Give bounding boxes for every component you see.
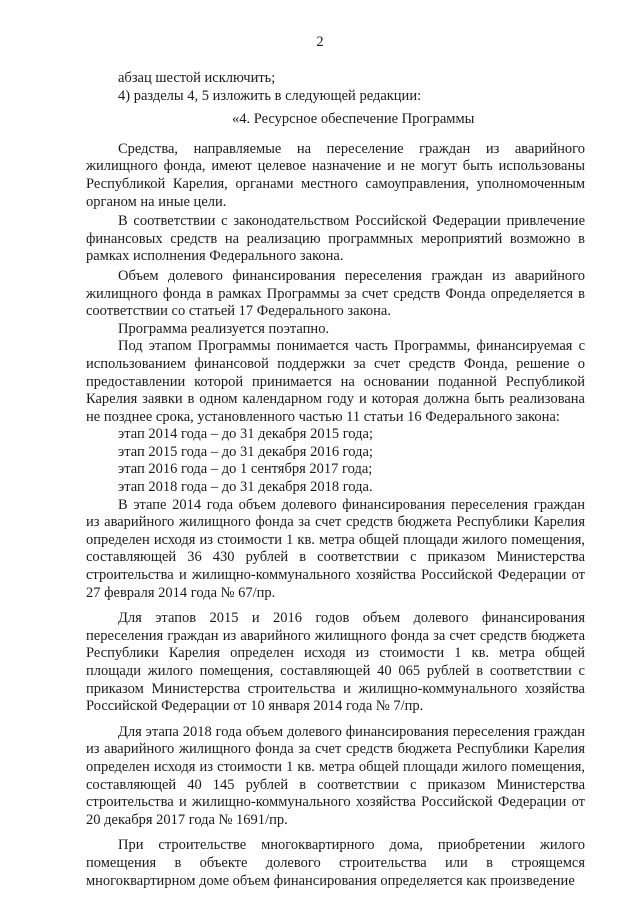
paragraph-remove-sixth: абзац шестой исключить; — [118, 70, 276, 86]
paragraph-stages-intro: Программа реализуется поэтапно. — [118, 320, 330, 337]
paragraph-stage-2015-2016-cost: Для этапов 2015 и 2016 годов объем долевого финансирования переселения граждан из аварийного жилищного фонда за счет средств бюджета Республики Карелия определен исходя из стоимости 1 кв. метра общей площади жилого помещения, составляющей 40 065 рублей в соответствии с приказом Министерства строительства и жилищно-коммунального хозяйства Российской Федерации от 10 января 2014 года № 7/пр. — [86, 610, 585, 715]
section-heading: «4. Ресурсное обеспечение Программы — [232, 111, 475, 128]
paragraph-legislation: В соответствии с законодательством Российской Федерации привлечение финансовых средств на реализацию программных мероприятий возможно в рамках исполнения Федерального закона. — [86, 213, 585, 265]
stage-item: этап 2014 года – до 31 декабря 2015 года; — [118, 426, 373, 443]
paragraph-construction-financing: При строительстве многоквартирного дома, приобретении жилого помещения в объекте долевого строительства или в строящемся многоквартирном доме объем финансирования определяется как произведение — [86, 837, 585, 889]
paragraph-stage-definition: Под этапом Программы понимается часть Программы, финансируемая с использованием финансовой поддержки за счет средств Фонда, решение о предоставлении которой принимается на основании поданной Республикой Карелия заявки в одном календарном году и которая должна быть реализована не позднее срока, установленного частью 11 статьи 16 Федерального закона: — [86, 338, 585, 425]
stage-item: этап 2018 года – до 31 декабря 2018 года. — [118, 479, 373, 496]
paragraph-stage-2014-cost: В этапе 2014 года объем долевого финансирования переселения граждан из аварийного жилищного фонда за счет средств бюджета Республики Карелия определен исходя из стоимости 1 кв. метра общей площади жилого помещения, составляющей 36 430 рублей в соответствии с приказом Министерства строительства и жилищно-коммунального хозяйства Российской Федерации от 27 февраля 2014 года № 67/пр. — [86, 496, 585, 601]
page-number: 2 — [316, 34, 324, 50]
stage-item: этап 2016 года – до 1 сентября 2017 года; — [118, 461, 373, 478]
paragraph-sections-amend: 4) разделы 4, 5 изложить в следующей редакции: — [118, 87, 422, 104]
paragraph-funds-purpose: Средства, направляемые на переселение граждан из аварийного жилищного фонда, имеют целевое назначение и не могут быть использованы Республикой Карелия, органами местного самоуправления, уполномоченным органом на иные цели. — [86, 140, 585, 210]
paragraph-stage-2018-cost: Для этапа 2018 года объем долевого финансирования переселения граждан из аварийного жилищного фонда за счет средств бюджета Республики Карелия определен исходя из стоимости 1 кв. метра общей площади жилого помещения, составляющей 40 145 рублей в соответствии с приказом Министерства строительства и жилищно-коммунального хозяйства Российской Федерации от 20 декабря 2017 года № 1691/пр. — [86, 723, 585, 828]
document-body — [86, 70, 585, 890]
stage-item: этап 2015 года – до 31 декабря 2016 года; — [118, 443, 373, 460]
paragraph-fund-share: Объем долевого финансирования переселения граждан из аварийного жилищного фонда в рамках Программы за счет средств Фонда определяется в соответствии со статьей 17 Федерального закона. — [86, 267, 585, 320]
